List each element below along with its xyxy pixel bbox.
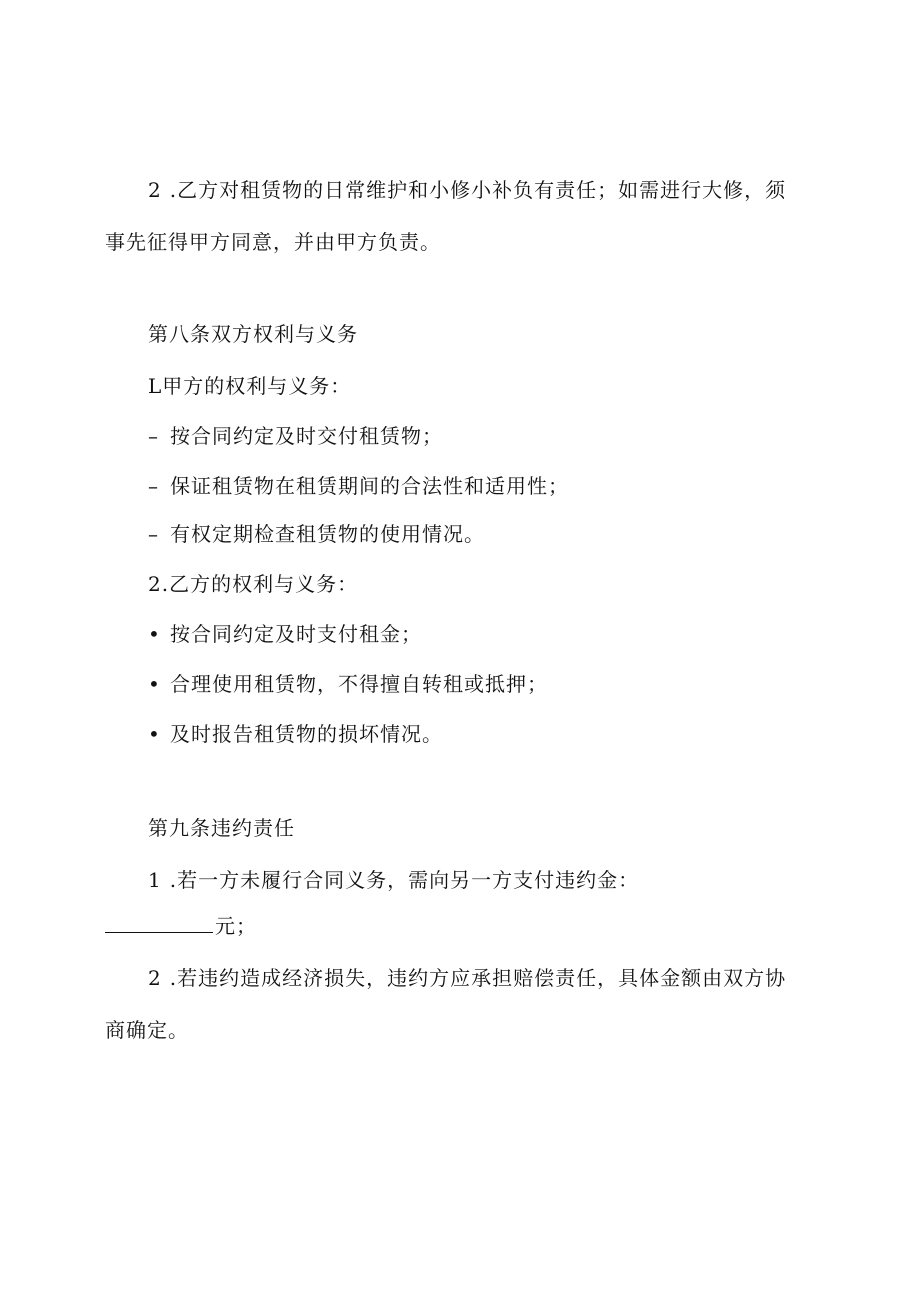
party-a-item [148, 424, 443, 448]
party-b-item-text: 按合同约定及时支付租金； [170, 622, 422, 646]
party-b-item-text: 及时报告租赁物的损坏情况。 [170, 722, 443, 746]
party-a-item-text: 保证租赁物在租赁期间的合法性和适用性； [170, 474, 569, 498]
dash-marker: – [148, 522, 159, 546]
section9-heading: 第九条违约责任 [148, 816, 295, 840]
party-a-item [148, 474, 569, 498]
section9-item1-line2 [105, 914, 257, 938]
party-b-item [148, 722, 443, 746]
bullet-marker: • [148, 722, 161, 746]
party-b-item [148, 672, 548, 696]
amount-blank [105, 914, 213, 933]
item-number: 2 [148, 178, 162, 202]
dash-marker: – [148, 424, 159, 448]
party-b-item-text: 合理使用租赁物，不得擅自转租或抵押； [170, 672, 548, 696]
section7-item2-line2: 事先征得甲方同意，并由甲方负责。 [105, 230, 441, 254]
currency-unit: 元； [215, 914, 257, 938]
party-b-item [148, 622, 422, 646]
item-text: .若一方未履行合同义务，需向另一方支付违约金： [169, 868, 640, 892]
item-text: .若违约造成经济损失，违约方应承担赔偿责任，具体金额由双方协 [169, 966, 787, 990]
party-b-title: 2.乙方的权利与义务： [148, 572, 359, 596]
section7-item2-line1 [148, 178, 786, 202]
section9-item1-line1 [148, 868, 639, 892]
section9-item2-line2: 商确定。 [105, 1018, 189, 1042]
item-text: .乙方对租赁物的日常维护和小修小补负有责任；如需进行大修，须 [169, 178, 787, 202]
party-a-item-text: 有权定期检查租赁物的使用情况。 [170, 522, 485, 546]
item-number: 1 [148, 868, 162, 892]
bullet-marker: • [148, 672, 161, 696]
section8-heading: 第八条双方权利与义务 [148, 322, 358, 346]
bullet-marker: • [148, 622, 161, 646]
dash-marker: – [148, 474, 159, 498]
party-a-title: L甲方的权利与义务： [148, 374, 352, 398]
item-number: 2 [148, 966, 162, 990]
section9-item2-line1 [148, 966, 786, 990]
party-a-item-text: 按合同约定及时交付租赁物； [170, 424, 443, 448]
party-a-item [148, 522, 485, 546]
